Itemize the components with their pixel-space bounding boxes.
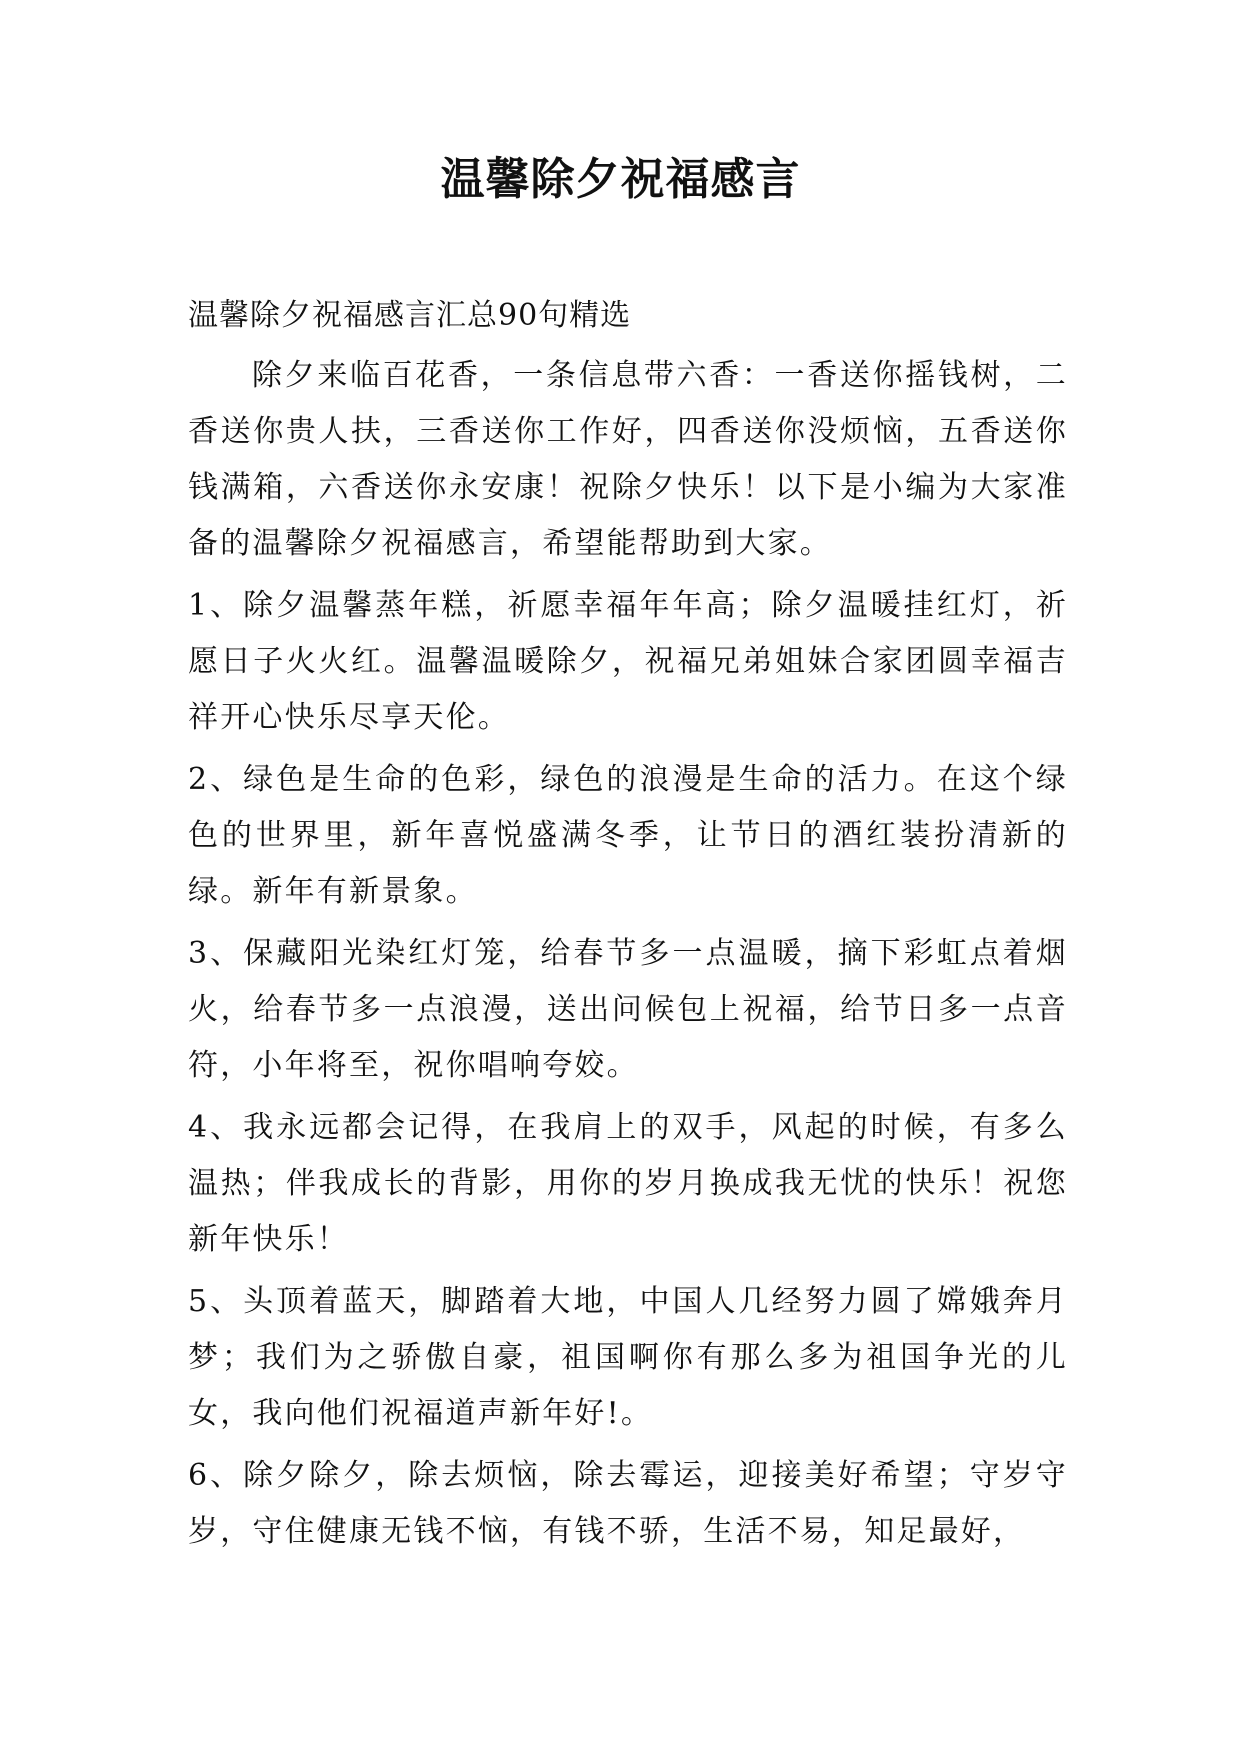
document-title: 温馨除夕祝福感言: [440, 154, 801, 205]
list-item: 5、头顶着蓝天，脚踏着大地，中国人几经努力圆了嫦娥奔月梦；我们为之骄傲自豪，祖国啊你有那么多为祖国争光的儿女，我向他们祝福道声新年好!。: [188, 1284, 1068, 1431]
list-item: 2、绿色是生命的色彩，绿色的浪漫是生命的活力。在这个绿色的世界里，新年喜悦盛满冬季，让节日的酒红装扮清新的绿。新年有新景象。: [188, 762, 1068, 909]
list-item: 3、保藏阳光染红灯笼，给春节多一点温暖，摘下彩虹点着烟火，给春节多一点浪漫，送出问候包上祝福，给节日多一点音符，小年将至，祝你唱响夸姣。: [188, 936, 1068, 1083]
list-item: 6、除夕除夕，除去烦恼，除去霉运，迎接美好希望；守岁守岁，守住健康无钱不恼，有钱不骄，生活不易，知足最好，: [188, 1458, 1068, 1549]
document-subtitle: 温馨除夕祝福感言汇总90句精选: [188, 298, 632, 333]
intro-paragraph: 除夕来临百花香，一条信息带六香：一香送你摇钱树，二香送你贵人扶，三香送你工作好，四香送你没烦恼，五香送你钱满箱，六香送你永安康！祝除夕快乐！以下是小编为大家准备的温馨除夕祝福感言，希望能帮助到大家。: [188, 358, 1068, 561]
list-item: 4、我永远都会记得，在我肩上的双手，风起的时候，有多么温热；伴我成长的背影，用你的岁月换成我无忧的快乐！祝您新年快乐！: [188, 1110, 1068, 1257]
document-body: [188, 288, 1068, 1566]
list-item: 1、除夕温馨蒸年糕，祈愿幸福年年高；除夕温暖挂红灯，祈愿日子火火红。温馨温暖除夕，祝福兄弟姐妹合家团圆幸福吉祥开心快乐尽享天伦。: [188, 588, 1068, 735]
